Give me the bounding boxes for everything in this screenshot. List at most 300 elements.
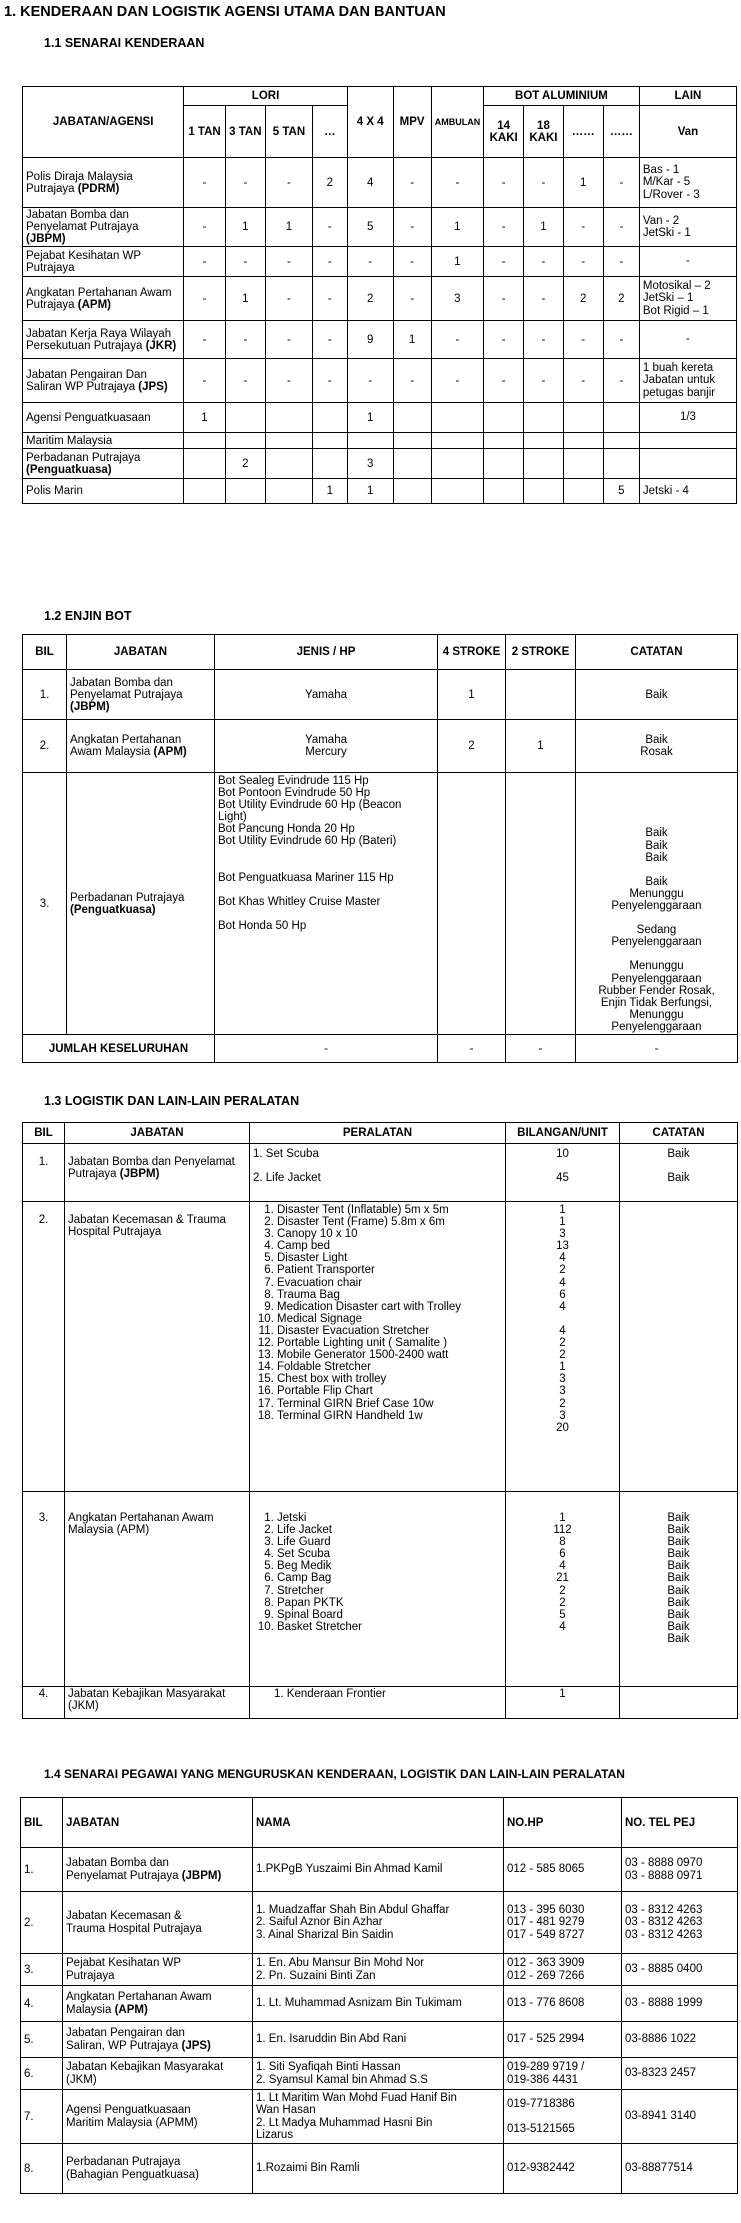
agency-name: Jabatan Pengairan Dan Saliran WP Putrajaya (JPS) xyxy=(23,359,184,403)
phone-number: 019-386 4431 xyxy=(507,2073,578,2086)
count-cell: 5 xyxy=(347,208,393,247)
count-cell xyxy=(225,403,265,433)
engine-item: Bot Khas Whitley Cruise Master xyxy=(218,895,381,908)
equipment-count: 2 xyxy=(559,1349,566,1362)
total-2-stroke: - xyxy=(506,1035,576,1063)
equipment-status: Baik xyxy=(667,1632,690,1645)
col-agency: JABATAN/AGENSI xyxy=(23,87,184,158)
count-cell: - xyxy=(484,359,524,403)
lain-cell xyxy=(639,359,736,403)
count-cell xyxy=(431,479,483,504)
engine-status: Baik xyxy=(645,827,668,840)
phone-number: 012-9382442 xyxy=(507,2162,575,2175)
col-14-kaki: 14 KAKI xyxy=(484,106,524,158)
equipment-count: 20 xyxy=(556,1421,569,1434)
equipment-count: 112 xyxy=(553,1524,572,1537)
equipment-count: 2 xyxy=(559,1397,566,1410)
count-cell: - xyxy=(184,158,225,208)
equipment-status: Baik xyxy=(667,1548,690,1561)
bil: 5. xyxy=(21,2022,63,2058)
phone-number: 017 - 481 9279 xyxy=(507,1916,585,1929)
jabatan: Perbadanan Putrajaya (Penguatkuasa) xyxy=(67,773,215,1035)
total-catatan: - xyxy=(576,1035,738,1063)
office-number: 03 - 8312 4263 xyxy=(625,1904,703,1917)
equipment-item: 11. Disaster Evacuation Stretcher xyxy=(277,1325,502,1337)
count-cell: - xyxy=(347,247,393,277)
equipment-item: 2. Disaster Tent (Frame) 5.8m x 6m xyxy=(277,1216,502,1228)
count-cell xyxy=(312,449,347,479)
jabatan-line: Putrajaya xyxy=(66,1969,115,1982)
count-cell: - xyxy=(393,247,431,277)
engine-status: Penyelenggaraan xyxy=(611,899,702,912)
jabatan: Angkatan Pertahanan Awam Malaysia (APM) xyxy=(67,720,215,773)
count-cell xyxy=(563,479,603,504)
officer-name: 2. Pn. Suzaini Binti Zan xyxy=(256,1969,376,1982)
lain-line: M/Kar - 5 xyxy=(642,176,691,189)
officer-name: Lizarus xyxy=(256,2128,294,2141)
count-cell xyxy=(431,433,483,449)
count-cell xyxy=(225,433,265,449)
count-cell: - xyxy=(266,359,313,403)
equipment-item: 1. Disaster Tent (Inflatable) 5m x 5m xyxy=(277,1204,502,1216)
count-cell xyxy=(266,403,313,433)
col-lain: LAIN xyxy=(639,87,736,106)
bil: 1. xyxy=(23,1144,65,1202)
nama xyxy=(253,2022,504,2058)
engine-item: Bot Pancung Honda 20 Hp xyxy=(218,823,355,836)
equipment-status: Baik xyxy=(667,1536,690,1549)
agency-name: Polis Marin xyxy=(23,479,184,504)
col-2-stroke: 2 STROKE xyxy=(506,635,576,670)
catatan-list xyxy=(620,1492,738,1687)
no-hp xyxy=(504,2058,622,2090)
count-cell: - xyxy=(431,158,483,208)
lain-line: - xyxy=(686,333,690,346)
table-row xyxy=(23,670,738,720)
jabatan-line: Jabatan Pengairan dan xyxy=(66,2027,185,2040)
total-row xyxy=(23,1035,738,1063)
agency-name: Maritim Malaysia xyxy=(23,433,184,449)
bil: 4. xyxy=(21,1986,63,2022)
equipment-item: 9. Medication Disaster cart with Trolley xyxy=(277,1301,502,1313)
count-cell: - xyxy=(603,208,639,247)
stroke-2: 1 xyxy=(506,720,576,773)
count-cell xyxy=(431,449,483,479)
jabatan: Jabatan Bomba dan Penyelamat Putrajaya (JBPM) xyxy=(65,1144,250,1202)
col-jabatan: JABATAN xyxy=(67,635,215,670)
count-cell xyxy=(184,479,225,504)
count-cell: 1 xyxy=(347,479,393,504)
equipment-item: 2. Life Jacket xyxy=(277,1524,502,1536)
table-row xyxy=(21,1848,738,1892)
count-cell: - xyxy=(524,247,563,277)
officer-name: 2. Saiful Aznor Bin Azhar xyxy=(256,1916,383,1929)
engine-status: Penyelenggaraan xyxy=(611,972,702,985)
col-jabatan: JABATAN xyxy=(63,1798,253,1848)
engine-status: Penyelenggaraan xyxy=(611,936,702,949)
equipment-count: 21 xyxy=(556,1572,569,1585)
catatan xyxy=(620,1202,738,1492)
table-row xyxy=(23,449,737,479)
count-cell: - xyxy=(225,247,265,277)
engine-status: Rubber Fender Rosak, xyxy=(598,984,715,997)
equipment-count: 2 xyxy=(559,1264,566,1277)
col-18-kaki: 18 KAKI xyxy=(524,106,563,158)
section-1-3-title: 1.3 LOGISTIK DAN LAIN-LAIN PERALATAN xyxy=(44,1094,300,1108)
equipment-item: 8. Papan PKTK xyxy=(277,1597,502,1609)
table-row xyxy=(23,321,737,359)
count-cell: 2 xyxy=(563,277,603,321)
bilangan-list xyxy=(506,1202,620,1492)
count-cell xyxy=(393,479,431,504)
equipment-item: 1. Jetski xyxy=(277,1512,502,1524)
no-hp xyxy=(504,1954,622,1986)
equipment-status: Baik xyxy=(667,1584,690,1597)
count-cell xyxy=(312,433,347,449)
stroke-2 xyxy=(506,773,576,1035)
engine-item: Bot Utility Evindrude 60 Hp (Beacon xyxy=(218,799,402,812)
col-bil: BIL xyxy=(23,1123,65,1144)
count-cell: - xyxy=(347,359,393,403)
no-tel-pej xyxy=(622,1892,738,1954)
jabatan-line: Jabatan Bomba dan xyxy=(66,1857,169,1870)
office-number: 03-88877514 xyxy=(625,2162,693,2175)
catatan: Baik xyxy=(576,670,738,720)
jabatan: Jabatan Kecemasan & Trauma Hospital Putrajaya xyxy=(65,1202,250,1492)
count-cell: - xyxy=(266,321,313,359)
equipment-item: 6. Patient Transporter xyxy=(277,1264,502,1276)
count-cell xyxy=(393,433,431,449)
count-cell: 3 xyxy=(347,449,393,479)
count-cell: 1 xyxy=(225,208,265,247)
count-cell xyxy=(266,449,313,479)
count-cell xyxy=(603,449,639,479)
equipment-status: Baik xyxy=(667,1560,690,1573)
count-cell: - xyxy=(563,247,603,277)
table-row xyxy=(21,2022,738,2058)
table-row xyxy=(23,433,737,449)
col-peralatan: PERALATAN xyxy=(250,1123,506,1144)
count-cell xyxy=(484,403,524,433)
count-cell xyxy=(393,449,431,479)
jabatan-line: Trauma Hospital Putrajaya xyxy=(66,1922,202,1935)
table-row xyxy=(23,1144,738,1202)
jabatan xyxy=(63,2090,253,2144)
equipment-item: 10. Medical Signage xyxy=(277,1313,502,1325)
peralatan-list xyxy=(250,1202,506,1492)
equipment-item xyxy=(253,1160,502,1172)
jabatan xyxy=(63,2144,253,2194)
agency-name: Perbadanan Putrajaya (Penguatkuasa) xyxy=(23,449,184,479)
lain-line: Jetski - 4 xyxy=(642,484,689,497)
count-cell xyxy=(563,403,603,433)
count-cell: 1 xyxy=(393,321,431,359)
col-4-stroke: 4 STROKE xyxy=(438,635,506,670)
no-tel-pej xyxy=(622,2090,738,2144)
count-cell: - xyxy=(563,208,603,247)
jabatan xyxy=(63,1848,253,1892)
count-cell: 1 xyxy=(524,208,563,247)
count-cell: - xyxy=(603,247,639,277)
col-ambulan: AMBULAN xyxy=(431,87,483,158)
engine-item xyxy=(218,860,434,872)
equipment-item: 5. Disaster Light xyxy=(277,1252,502,1264)
equipment-item: 15. Chest box with trolley xyxy=(277,1373,502,1385)
count-cell: 1 xyxy=(184,403,225,433)
count-cell xyxy=(431,403,483,433)
count-cell: - xyxy=(312,247,347,277)
count-cell: 4 xyxy=(347,158,393,208)
count-cell: - xyxy=(184,359,225,403)
count-cell: - xyxy=(603,158,639,208)
main-heading: 1. KENDERAAN DAN LOGISTIK AGENSI UTAMA DAN BANTUAN xyxy=(4,4,446,20)
equipment-count: 3 xyxy=(559,1409,566,1422)
count-cell xyxy=(484,449,524,479)
no-tel-pej xyxy=(622,2058,738,2090)
equipment-status: Baik xyxy=(667,1524,690,1537)
jabatan-line: Agensi Penguatkuasaan xyxy=(66,2104,191,2117)
bil: 1. xyxy=(21,1848,63,1892)
count-cell: - xyxy=(312,359,347,403)
count-cell xyxy=(184,433,225,449)
office-number: 03-8886 1022 xyxy=(625,2033,696,2046)
equipment-item: 5. Beg Medik xyxy=(277,1560,502,1572)
jabatan-line: Malaysia (APM) xyxy=(66,2003,148,2016)
count-cell xyxy=(312,403,347,433)
count-cell: 1 xyxy=(266,208,313,247)
office-number: 03 - 8885 0400 xyxy=(625,1963,703,1976)
bil: 6. xyxy=(21,2058,63,2090)
officer-table xyxy=(20,1797,738,2194)
equipment-count: 4 xyxy=(559,1324,566,1337)
count-cell: - xyxy=(484,158,524,208)
count-cell: - xyxy=(393,359,431,403)
equipment-count: 3 xyxy=(559,1385,566,1398)
table-row xyxy=(23,158,737,208)
bil: 8. xyxy=(21,2144,63,2194)
no-tel-pej xyxy=(622,1848,738,1892)
equipment-count: 13 xyxy=(556,1240,569,1253)
lain-cell xyxy=(639,208,736,247)
equipment-item: 18. Terminal GIRN Handheld 1w xyxy=(277,1410,502,1422)
equipment-item: 3. Canopy 10 x 10 xyxy=(277,1228,502,1240)
table-row xyxy=(23,208,737,247)
count-cell xyxy=(563,449,603,479)
jabatan xyxy=(63,2022,253,2058)
lain-cell xyxy=(639,247,736,277)
lain-line: - xyxy=(686,255,690,268)
equipment-count: 2 xyxy=(559,1337,566,1350)
nama xyxy=(253,1892,504,1954)
count-cell: - xyxy=(431,321,483,359)
phone-number: 019-289 9719 / xyxy=(507,2061,585,2074)
col-5-tan: 5 TAN xyxy=(266,106,313,158)
table-row xyxy=(23,720,738,773)
section-1-2-title: 1.2 ENJIN BOT xyxy=(44,609,132,623)
count-cell xyxy=(563,433,603,449)
phone-number: 017 - 525 2994 xyxy=(507,2033,585,2046)
phone-number: 012 - 363 3909 xyxy=(507,1957,585,1970)
bil: 1. xyxy=(23,670,67,720)
equipment-count: 1 xyxy=(559,1204,566,1216)
col-jenis: JENIS / HP xyxy=(215,635,438,670)
count-cell: - xyxy=(393,208,431,247)
equipment-status: Baik xyxy=(667,1572,690,1585)
engine-table xyxy=(22,634,738,1063)
count-cell: - xyxy=(184,321,225,359)
count-cell xyxy=(347,433,393,449)
count-cell: 9 xyxy=(347,321,393,359)
lain-line: 1/3 xyxy=(679,411,696,424)
phone-number: 017 - 549 8727 xyxy=(507,1928,585,1941)
count-cell: - xyxy=(484,321,524,359)
col-nama: NAMA xyxy=(253,1798,504,1848)
table-row xyxy=(23,479,737,504)
jenis: Yamaha xyxy=(215,670,438,720)
count-cell: - xyxy=(266,277,313,321)
count-cell: 2 xyxy=(603,277,639,321)
equipment-status: Baik xyxy=(667,1148,690,1160)
bil: 2. xyxy=(21,1892,63,1954)
jabatan xyxy=(63,1892,253,1954)
stroke-4: 1 xyxy=(438,670,506,720)
lain-cell xyxy=(639,403,736,433)
jabatan-line: Jabatan Kebajikan Masyarakat xyxy=(66,2061,224,2074)
count-cell: - xyxy=(524,277,563,321)
count-cell xyxy=(393,403,431,433)
count-cell: 5 xyxy=(603,479,639,504)
count-cell: 2 xyxy=(312,158,347,208)
agency-name: Jabatan Bomba dan Penyelamat Putrajaya (JBPM) xyxy=(23,208,184,247)
count-cell xyxy=(266,433,313,449)
lain-line: 1 buah kereta Jabatan untuk petugas banjir xyxy=(642,362,716,399)
count-cell xyxy=(524,449,563,479)
nama xyxy=(253,1848,504,1892)
col-bil: BIL xyxy=(23,635,67,670)
engine-status: Baik xyxy=(645,851,668,864)
equipment-item: 10. Basket Stretcher xyxy=(277,1621,502,1633)
peralatan: 1. Kenderaan Frontier xyxy=(250,1687,506,1719)
jabatan-line: Jabatan Kecemasan & xyxy=(66,1910,182,1923)
equipment-count: 4 xyxy=(559,1560,566,1573)
no-hp xyxy=(504,1848,622,1892)
stroke-2 xyxy=(506,670,576,720)
nama xyxy=(253,1986,504,2022)
col-catatan: CATATAN xyxy=(620,1123,738,1144)
col-lori-more: … xyxy=(312,106,347,158)
count-cell xyxy=(184,449,225,479)
total-4-stroke: - xyxy=(438,1035,506,1063)
section-1-4-title: 1.4 SENARAI PEGAWAI YANG MENGURUSKAN KENDERAAN, LOGISTIK DAN LAIN-LAIN PERALATAN xyxy=(44,1767,625,1781)
count-cell: 1 xyxy=(431,208,483,247)
stroke-4: 2 xyxy=(438,720,506,773)
officer-name: 1. Lt. Muhammad Asnizam Bin Tukimam xyxy=(256,1997,462,2010)
equipment-item: 7. Stretcher xyxy=(277,1585,502,1597)
count-cell: 1 xyxy=(563,158,603,208)
engine-status: Menunggu xyxy=(629,960,684,973)
equipment-count: 4 xyxy=(559,1276,566,1289)
count-cell: - xyxy=(266,247,313,277)
agency-name: Jabatan Kerja Raya Wilayah Persekutuan Putrajaya (JKR) xyxy=(23,321,184,359)
officer-name: 1. En. Isaruddin Bin Abd Rani xyxy=(256,2033,407,2046)
equipment-item: 6. Camp Bag xyxy=(277,1572,502,1584)
lain-cell xyxy=(639,277,736,321)
col-mpv: MPV xyxy=(393,87,431,158)
officer-name: 2. Syamsul Kamal bin Ahmad S.S xyxy=(256,2073,428,2086)
bilangan: 1 xyxy=(506,1687,620,1719)
engine-status: Baik xyxy=(645,875,668,888)
lain-cell xyxy=(639,449,736,479)
count-cell: - xyxy=(484,208,524,247)
count-cell: 1 xyxy=(225,277,265,321)
col-catatan: CATATAN xyxy=(576,635,738,670)
table-row xyxy=(21,2058,738,2090)
col-1-tan: 1 TAN xyxy=(184,106,225,158)
table-row xyxy=(21,1954,738,1986)
lain-line: JetSki - 1 xyxy=(642,227,691,239)
agency-name: Polis Diraja Malaysia Putrajaya (PDRM) xyxy=(23,158,184,208)
table-row xyxy=(23,1687,738,1719)
jabatan-line: (JKM) xyxy=(66,2073,97,2086)
table-row xyxy=(23,1202,738,1492)
count-cell: - xyxy=(484,277,524,321)
equipment-item: 13. Mobile Generator 1500-2400 watt xyxy=(277,1349,502,1361)
table-row xyxy=(21,2144,738,2194)
lain-line: Bas - 1 xyxy=(642,164,680,177)
col-3-tan: 3 TAN xyxy=(225,106,265,158)
count-cell: - xyxy=(603,321,639,359)
bilangan-list xyxy=(506,1492,620,1687)
no-hp xyxy=(504,2144,622,2194)
lain-line: L/Rover - 3 xyxy=(642,188,700,201)
phone-number: 012 - 585 8065 xyxy=(507,1863,585,1876)
equipment-status: Baik xyxy=(667,1596,690,1609)
bil: 4. xyxy=(23,1687,65,1719)
officer-name: 1. Lt Maritim Wan Mohd Fuad Hanif Bin xyxy=(256,2092,457,2105)
col-bot-more-1: …… xyxy=(563,106,603,158)
office-number: 03 - 8888 0971 xyxy=(625,1869,703,1882)
count-cell: 2 xyxy=(347,277,393,321)
nama xyxy=(253,2090,504,2144)
count-cell: - xyxy=(225,158,265,208)
no-tel-pej xyxy=(622,2144,738,2194)
equipment-item: 3. Life Guard xyxy=(277,1536,502,1548)
equipment-count: 3 xyxy=(559,1228,566,1241)
equipment-count xyxy=(509,1313,616,1325)
col-van: Van xyxy=(639,106,736,158)
office-number: 03 - 8312 4263 xyxy=(625,1928,703,1941)
count-cell xyxy=(603,433,639,449)
total-jenis: - xyxy=(215,1035,438,1063)
phone-number: 013 - 395 6030 xyxy=(507,1904,585,1917)
equipment-count: 2 xyxy=(559,1584,566,1597)
count-cell xyxy=(524,403,563,433)
nama xyxy=(253,1954,504,1986)
engine-status: Enjin Tidak Berfungsi, xyxy=(600,996,713,1009)
total-label: JUMLAH KESELURUHAN xyxy=(23,1035,215,1063)
nama xyxy=(253,2144,504,2194)
table-row xyxy=(23,1492,738,1687)
catatan xyxy=(620,1687,738,1719)
equipment-count: 4 xyxy=(559,1620,566,1633)
lain-line: Bot Rigid – 1 xyxy=(642,304,709,317)
jabatan: Jabatan Kebajikan Masyarakat (JKM) xyxy=(65,1687,250,1719)
equipment-count: 6 xyxy=(559,1548,566,1561)
no-hp xyxy=(504,2090,622,2144)
officer-name: 2. Lt Madya Muhammad Hasni Bin xyxy=(256,2116,433,2129)
engine-status xyxy=(579,912,734,924)
bil: 3. xyxy=(23,1492,65,1687)
